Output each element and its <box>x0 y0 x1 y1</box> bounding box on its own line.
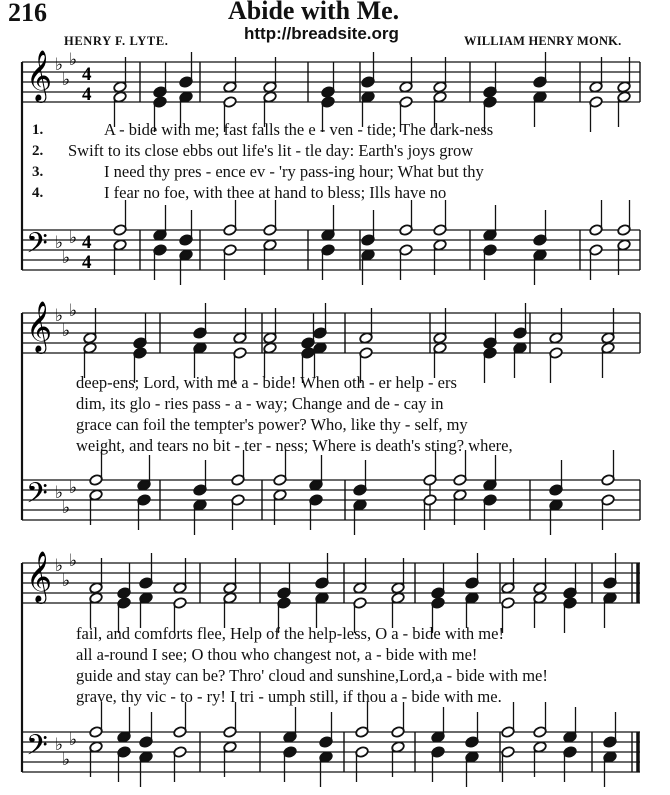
verse-number: 2. <box>32 143 44 159</box>
flat-sign: ♭ <box>55 306 64 326</box>
source-url[interactable]: http://breadsite.org <box>244 24 399 43</box>
hymn-number: 216 <box>8 0 47 27</box>
flat-sign: ♭ <box>69 478 78 498</box>
lyric-line-s3-v2: all a-round I see; O thou who changest not, a - bide with me! <box>76 645 478 664</box>
lyric-line-s1-v2: Swift to its close ebbs out life's lit - tle day: Earth's joys grow <box>68 141 474 160</box>
flat-sign: ♭ <box>62 70 71 90</box>
flat-sign: ♭ <box>69 730 78 750</box>
lyric-line-s2-v4: weight, and tears no bit - ter - ness; Where is death's sting? where, <box>76 436 513 455</box>
bass-clef: 𝄢 <box>26 729 48 769</box>
lyric-line-s2-v1: deep-ens; Lord, with me a - bide! When oth - er help - ers <box>76 373 457 392</box>
bass-clef: 𝄢 <box>26 227 48 267</box>
flat-sign: ♭ <box>62 321 71 341</box>
time-signature: 4 <box>82 84 92 105</box>
lyric-line-s1-v3: I need thy pres - ence ev - 'ry pass-ing hour; What but thy <box>104 162 484 181</box>
poet-credit: HENRY F. LYTE. <box>64 34 169 48</box>
flat-sign: ♭ <box>62 750 71 770</box>
time-signature: 4 <box>82 252 92 273</box>
verse-number: 1. <box>32 122 44 138</box>
lyric-line-s2-v3: grace can foil the tempter's power? Who, like thy - self, my <box>76 415 468 434</box>
flat-sign: ♭ <box>55 233 64 253</box>
lyric-line-s1-v4: I fear no foe, with thee at hand to bless; Ills have no <box>104 183 447 202</box>
flat-sign: ♭ <box>62 248 71 268</box>
flat-sign: ♭ <box>62 571 71 591</box>
treble-clef: 𝄞 <box>26 50 53 101</box>
hymn-title: Abide with Me. <box>228 0 400 25</box>
flat-sign: ♭ <box>62 498 71 518</box>
flat-sign: ♭ <box>69 301 78 321</box>
time-signature: 4 <box>82 232 92 253</box>
verse-number: 4. <box>32 185 44 201</box>
time-signature: 4 <box>82 64 92 85</box>
verse-number: 3. <box>32 164 44 180</box>
lyric-line-s2-v2: dim, its glo - ries pass - a - way; Change and de - cay in <box>76 394 444 413</box>
composer-credit: WILLIAM HENRY MONK. <box>464 34 622 48</box>
treble-clef: 𝄞 <box>26 551 53 602</box>
flat-sign: ♭ <box>55 55 64 75</box>
bass-clef: 𝄢 <box>26 477 48 517</box>
flat-sign: ♭ <box>55 483 64 503</box>
flat-sign: ♭ <box>69 50 78 70</box>
lyric-line-s1-v1: A - bide with me; fast falls the e - ven - tide; The dark-ness <box>104 120 494 139</box>
lyric-line-s3-v1: fail, and comforts flee, Help of the help-less, O a - bide with me! <box>76 624 504 643</box>
treble-clef: 𝄞 <box>26 301 53 352</box>
flat-sign: ♭ <box>69 551 78 571</box>
flat-sign: ♭ <box>55 556 64 576</box>
lyric-line-s3-v3: guide and stay can be? Thro' cloud and sunshine,Lord,a - bide with me! <box>76 666 548 685</box>
flat-sign: ♭ <box>69 228 78 248</box>
flat-sign: ♭ <box>55 735 64 755</box>
lyric-line-s3-v4: grave, thy vic - to - ry! I tri - umph still, if thou a - bide with me. <box>76 687 502 706</box>
